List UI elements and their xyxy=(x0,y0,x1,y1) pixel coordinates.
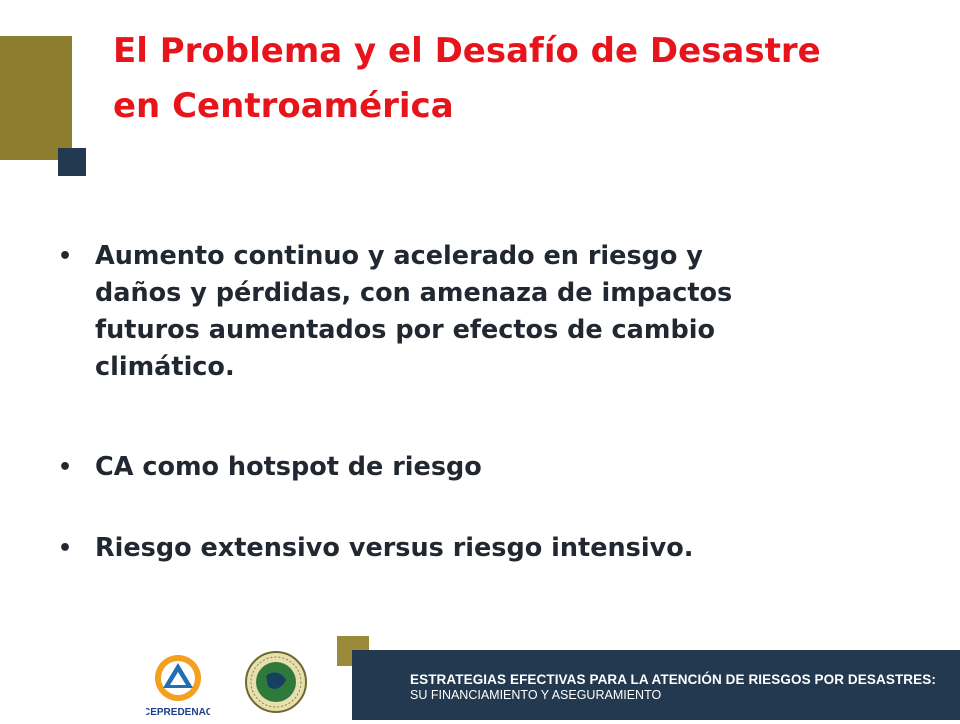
bullet-dot-icon: • xyxy=(58,455,73,480)
bullet-text-line: CA como hotspot de riesgo xyxy=(95,452,482,482)
bullet-list xyxy=(58,238,878,567)
bullet-text-line: climático. xyxy=(95,352,235,382)
olive-decor-block xyxy=(0,36,72,160)
bullet-text-line: daños y pérdidas, con amenaza de impactos xyxy=(95,278,733,308)
cepredenac-caption: CEPREDENAC xyxy=(146,707,210,718)
footer-text xyxy=(410,672,936,702)
navy-decor-square xyxy=(58,148,86,176)
bullet-item xyxy=(58,238,878,386)
bullet-item xyxy=(58,449,878,486)
bullet-dot-icon: • xyxy=(58,536,73,561)
bullet-text-line: Aumento continuo y acelerado en riesgo y xyxy=(95,241,703,271)
footer-banner xyxy=(352,650,960,720)
slide-title-line1: El Problema y el Desafío de Desastre xyxy=(113,31,821,71)
sica-seal-logo xyxy=(244,646,308,718)
bullet-text-line: Riesgo extensivo versus riesgo intensivo. xyxy=(95,533,694,563)
slide-title xyxy=(113,24,913,134)
cepredenac-logo-icon xyxy=(146,652,210,720)
bullet-item xyxy=(58,530,878,567)
footer-title: ESTRATEGIAS EFECTIVAS PARA LA ATENCIÓN DE RIESGOS POR DESASTRES: xyxy=(410,672,936,687)
footer-subtitle: SU FINANCIAMIENTO Y ASEGURAMIENTO xyxy=(410,688,662,702)
sica-seal-icon xyxy=(244,646,308,718)
cepredenac-logo xyxy=(146,652,210,720)
slide-title-line2: en Centroamérica xyxy=(113,86,454,126)
bullet-text-line: futuros aumentados por efectos de cambio xyxy=(95,315,715,345)
bullet-dot-icon: • xyxy=(58,244,73,269)
